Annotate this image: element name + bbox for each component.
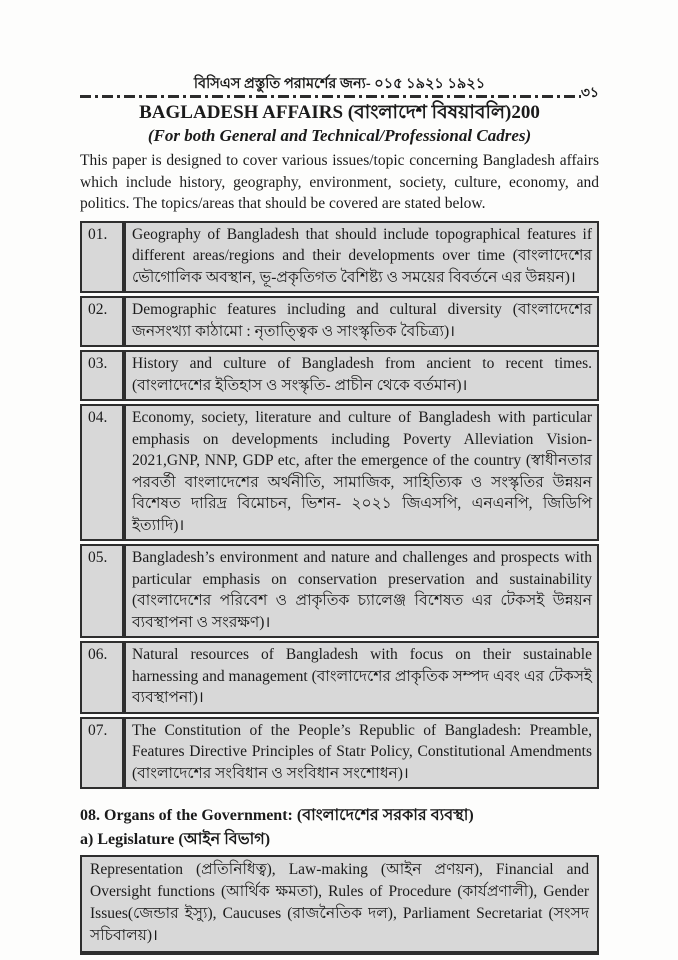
page-title: BAGLADESH AFFAIRS (বাংলাদেশ বিষয়াবলি)200: [139, 102, 540, 123]
topic-text-cell: Bangladesh’s environment and nature and challenges and prospects with particular emphasis on conservation preservation and sustainability (বাংলাদেশের পরিবেশ ও প্রাকৃতিক চ্যালেঞ্জ বিশেষত এর টেকসই উন্নয়ন ব্যবস্থাপনা ও সংরক্ষণ)।: [124, 544, 599, 638]
topic-number-cell: 02.: [80, 296, 124, 347]
table-row: [80, 544, 599, 638]
topic-text-cell: The Constitution of the People’s Republic of Bangladesh: Preamble, Features Directive Principles of Statr Policy, Constitutional Amendments (বাংলাদেশের সংবিধান ও সংবিধান সংশোধন)।: [124, 717, 599, 790]
topic-number-cell: 03.: [80, 350, 124, 401]
page-header: [80, 76, 599, 101]
section-heading-legislature: a) Legislature (আইন বিভাগ): [80, 831, 271, 848]
topic-text-cell: Natural resources of Bangladesh with focus on their sustainable harnessing and management (বাংলাদেশের প্রাকৃতিক সম্পদ এবং এর টেকসই ব্যবস্থাপনা)।: [124, 641, 599, 714]
topics-table: [80, 218, 599, 793]
table-row: [80, 221, 599, 294]
table-row: [80, 404, 599, 541]
topic-number-cell: 07.: [80, 717, 124, 790]
topic-number-cell: 04.: [80, 404, 124, 541]
topic-number-cell: 01.: [80, 221, 124, 294]
section-heading-08: 08. Organs of the Government: (বাংলাদেশের সরকার ব্যবস্থা): [80, 807, 474, 824]
legislature-topics-box: Representation (প্রতিনিধিত্ব), Law-making (আইন প্রণয়ন), Financial and Oversight functions (আর্থিক ক্ষমতা), Rules of Procedure (কার্যপ্রণালী), Gender Issues(জেন্ডার ইস্যু), Caucuses (রাজনৈতিক দল), Parliament Secretariat (সংসদ সচিবালয়)।: [80, 855, 599, 955]
table-row: [80, 641, 599, 714]
dash-divider-line: [80, 95, 581, 98]
table-row: [80, 717, 599, 790]
page-subtitle: (For both General and Technical/Professional Cadres): [147, 126, 532, 145]
table-row: [80, 296, 599, 347]
table-row: [80, 350, 599, 401]
topic-text-cell: Demographic features including and cultural diversity (বাংলাদেশের জনসংখ্যা কাঠামো : নৃতাত্ত্বিক ও সাংস্কৃতিক বৈচিত্র্য)।: [124, 296, 599, 347]
topic-text-cell: History and culture of Bangladesh from ancient to recent times. (বাংলাদেশের ইতিহাস ও সংস্কৃতি- প্রাচীন থেকে বর্তমান)।: [124, 350, 599, 401]
topic-text-cell: Economy, society, literature and culture of Bangladesh with particular emphasis on developments including Poverty Alleviation Vision-2021,GNP, NNP, GDP etc, after the emergence of the country (স্বাধীনতার পরবর্তী বাংলাদেশের অর্থনীতি, সামাজিক, সাহিত্যিক ও সংস্কৃতির উন্নয়ন বিশেষত দারিদ্র বিমোচন, ভিশন- ২০২১ জিএসপি, এনএনপি, জিডিপি ইত্যাদি)।: [124, 404, 599, 541]
topic-number-cell: 06.: [80, 641, 124, 714]
intro-paragraph: This paper is designed to cover various issues/topic concerning Bangladesh affairs which include history, geography, environment, society, culture, economy, and politics. The topics/areas that should be covered are stated below.: [80, 152, 599, 212]
topic-number-cell: 05.: [80, 544, 124, 638]
topic-text-cell: Geography of Bangladesh that should include topographical features if different areas/regions and their developments over time (বাংলাদেশের ভৌগোলিক অবস্থান, ভূ-প্রকৃতিগত বৈশিষ্ট্য ও সময়ের বিবর্তনে এর উন্নয়ন)।: [124, 221, 599, 294]
page-number: ৩১: [580, 86, 599, 101]
header-text: বিসিএস প্রস্তুতি পরামর্শের জন্য- ০১৫ ১৯২১ ১৯২১: [193, 76, 486, 92]
